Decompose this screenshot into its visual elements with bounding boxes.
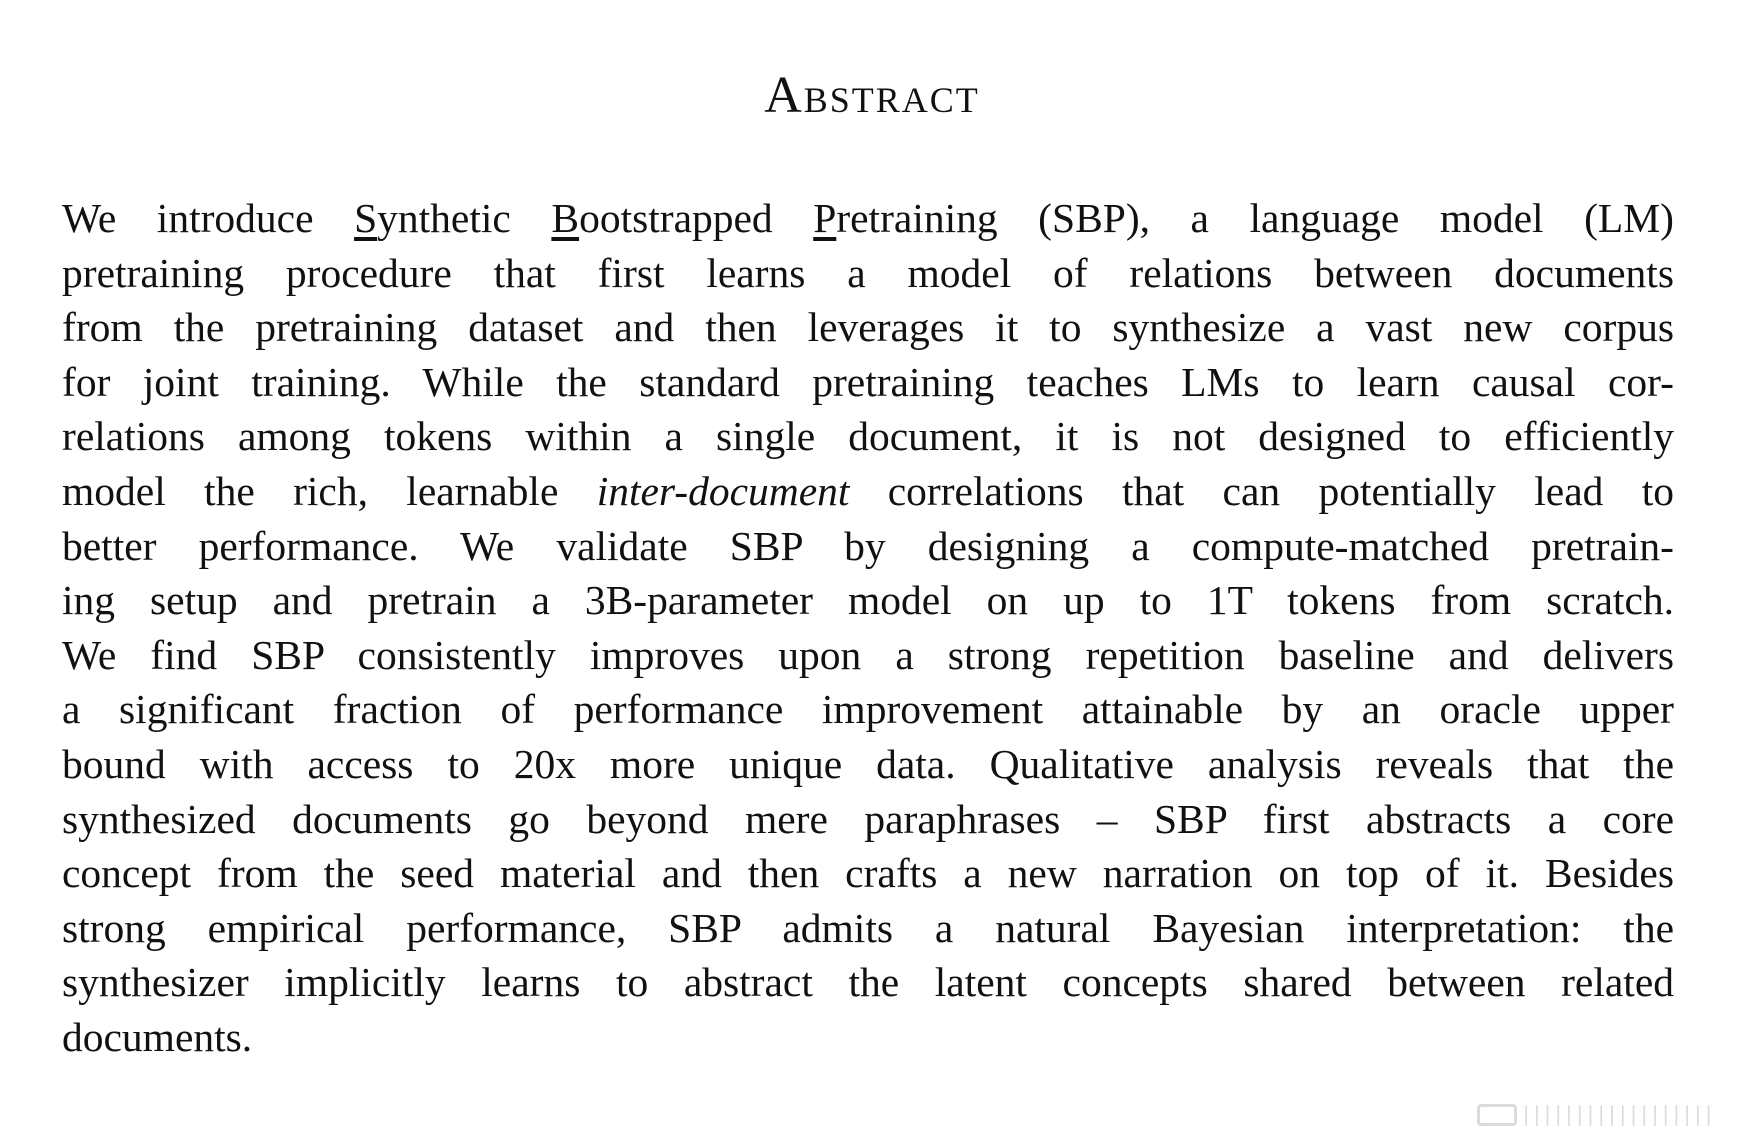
abstract-line: [62, 409, 1674, 464]
watermark: [1477, 1102, 1716, 1126]
abstract-text: synthesizer implicitly learns to abstract the latent concepts shared between related: [62, 959, 1674, 1006]
abstract-text: synthesized documents go beyond mere paraphrases – SBP first abstracts a core: [62, 795, 1674, 842]
abstract-text: pretraining procedure that first learns a model of relations between documents: [62, 249, 1674, 296]
abstract-text: model the rich, learnable: [62, 467, 597, 514]
abstract-line: [62, 846, 1674, 901]
abstract-line: [62, 1010, 1674, 1065]
abstract-line: [62, 792, 1674, 847]
watermark-text: ||||||||||||||||||: [1522, 1102, 1716, 1126]
abstract-line: [62, 191, 1674, 246]
abstract-text: strong empirical performance, SBP admits a natural Bayesian interpretation: the: [62, 904, 1674, 951]
abstract-text: We introduce: [62, 195, 355, 241]
abstract-line: [62, 901, 1674, 956]
abstract-line: [62, 955, 1674, 1010]
abstract-line: [62, 628, 1674, 683]
abstract-text: for joint training. While the standard pretraining teaches LMs to learn causal cor-: [62, 358, 1674, 405]
abstract-text: ootstrapped: [579, 195, 814, 241]
abstract-text: bound with access to 20x more unique data. Qualitative analysis reveals that the: [62, 740, 1674, 787]
abstract-text: P: [813, 195, 837, 241]
abstract-text: B: [551, 195, 580, 241]
section-title: Abstract: [764, 67, 980, 124]
abstract-text: better performance. We validate SBP by designing a compute-matched pretrain-: [62, 522, 1674, 569]
abstract-text: correlations that can potentially lead to: [849, 467, 1674, 514]
abstract-text: We find SBP consistently improves upon a strong repetition baseline and delivers: [62, 631, 1674, 678]
abstract-text: documents.: [62, 1013, 253, 1060]
abstract-line: [62, 682, 1674, 737]
abstract-body: [62, 191, 1674, 1065]
abstract-text: retraining (SBP), a language model (LM): [836, 195, 1674, 241]
abstract-text: ynthetic: [377, 195, 552, 241]
abstract-text: from the pretraining dataset and then leverages it to synthesize a vast new corpus: [62, 304, 1674, 351]
abstract-text: relations among tokens within a single document, it is not designed to efficiently: [62, 413, 1674, 460]
abstract-text: ing setup and pretrain a 3B-parameter model on up to 1T tokens from scratch.: [62, 577, 1674, 624]
abstract-text: a significant fraction of performance improvement attainable by an oracle upper: [62, 686, 1674, 733]
watermark-logo-icon: [1477, 1104, 1517, 1126]
abstract-line: [62, 573, 1674, 628]
abstract-line: [62, 300, 1674, 355]
abstract-line: [62, 464, 1674, 519]
abstract-text: S: [354, 195, 378, 241]
abstract-text: inter-document: [596, 467, 850, 514]
abstract-line: [62, 355, 1674, 410]
abstract-line: [62, 246, 1674, 301]
abstract-line: [62, 737, 1674, 792]
abstract-text: concept from the seed material and then crafts a new narration on top of it. Besides: [62, 850, 1674, 897]
abstract-line: [62, 519, 1674, 574]
